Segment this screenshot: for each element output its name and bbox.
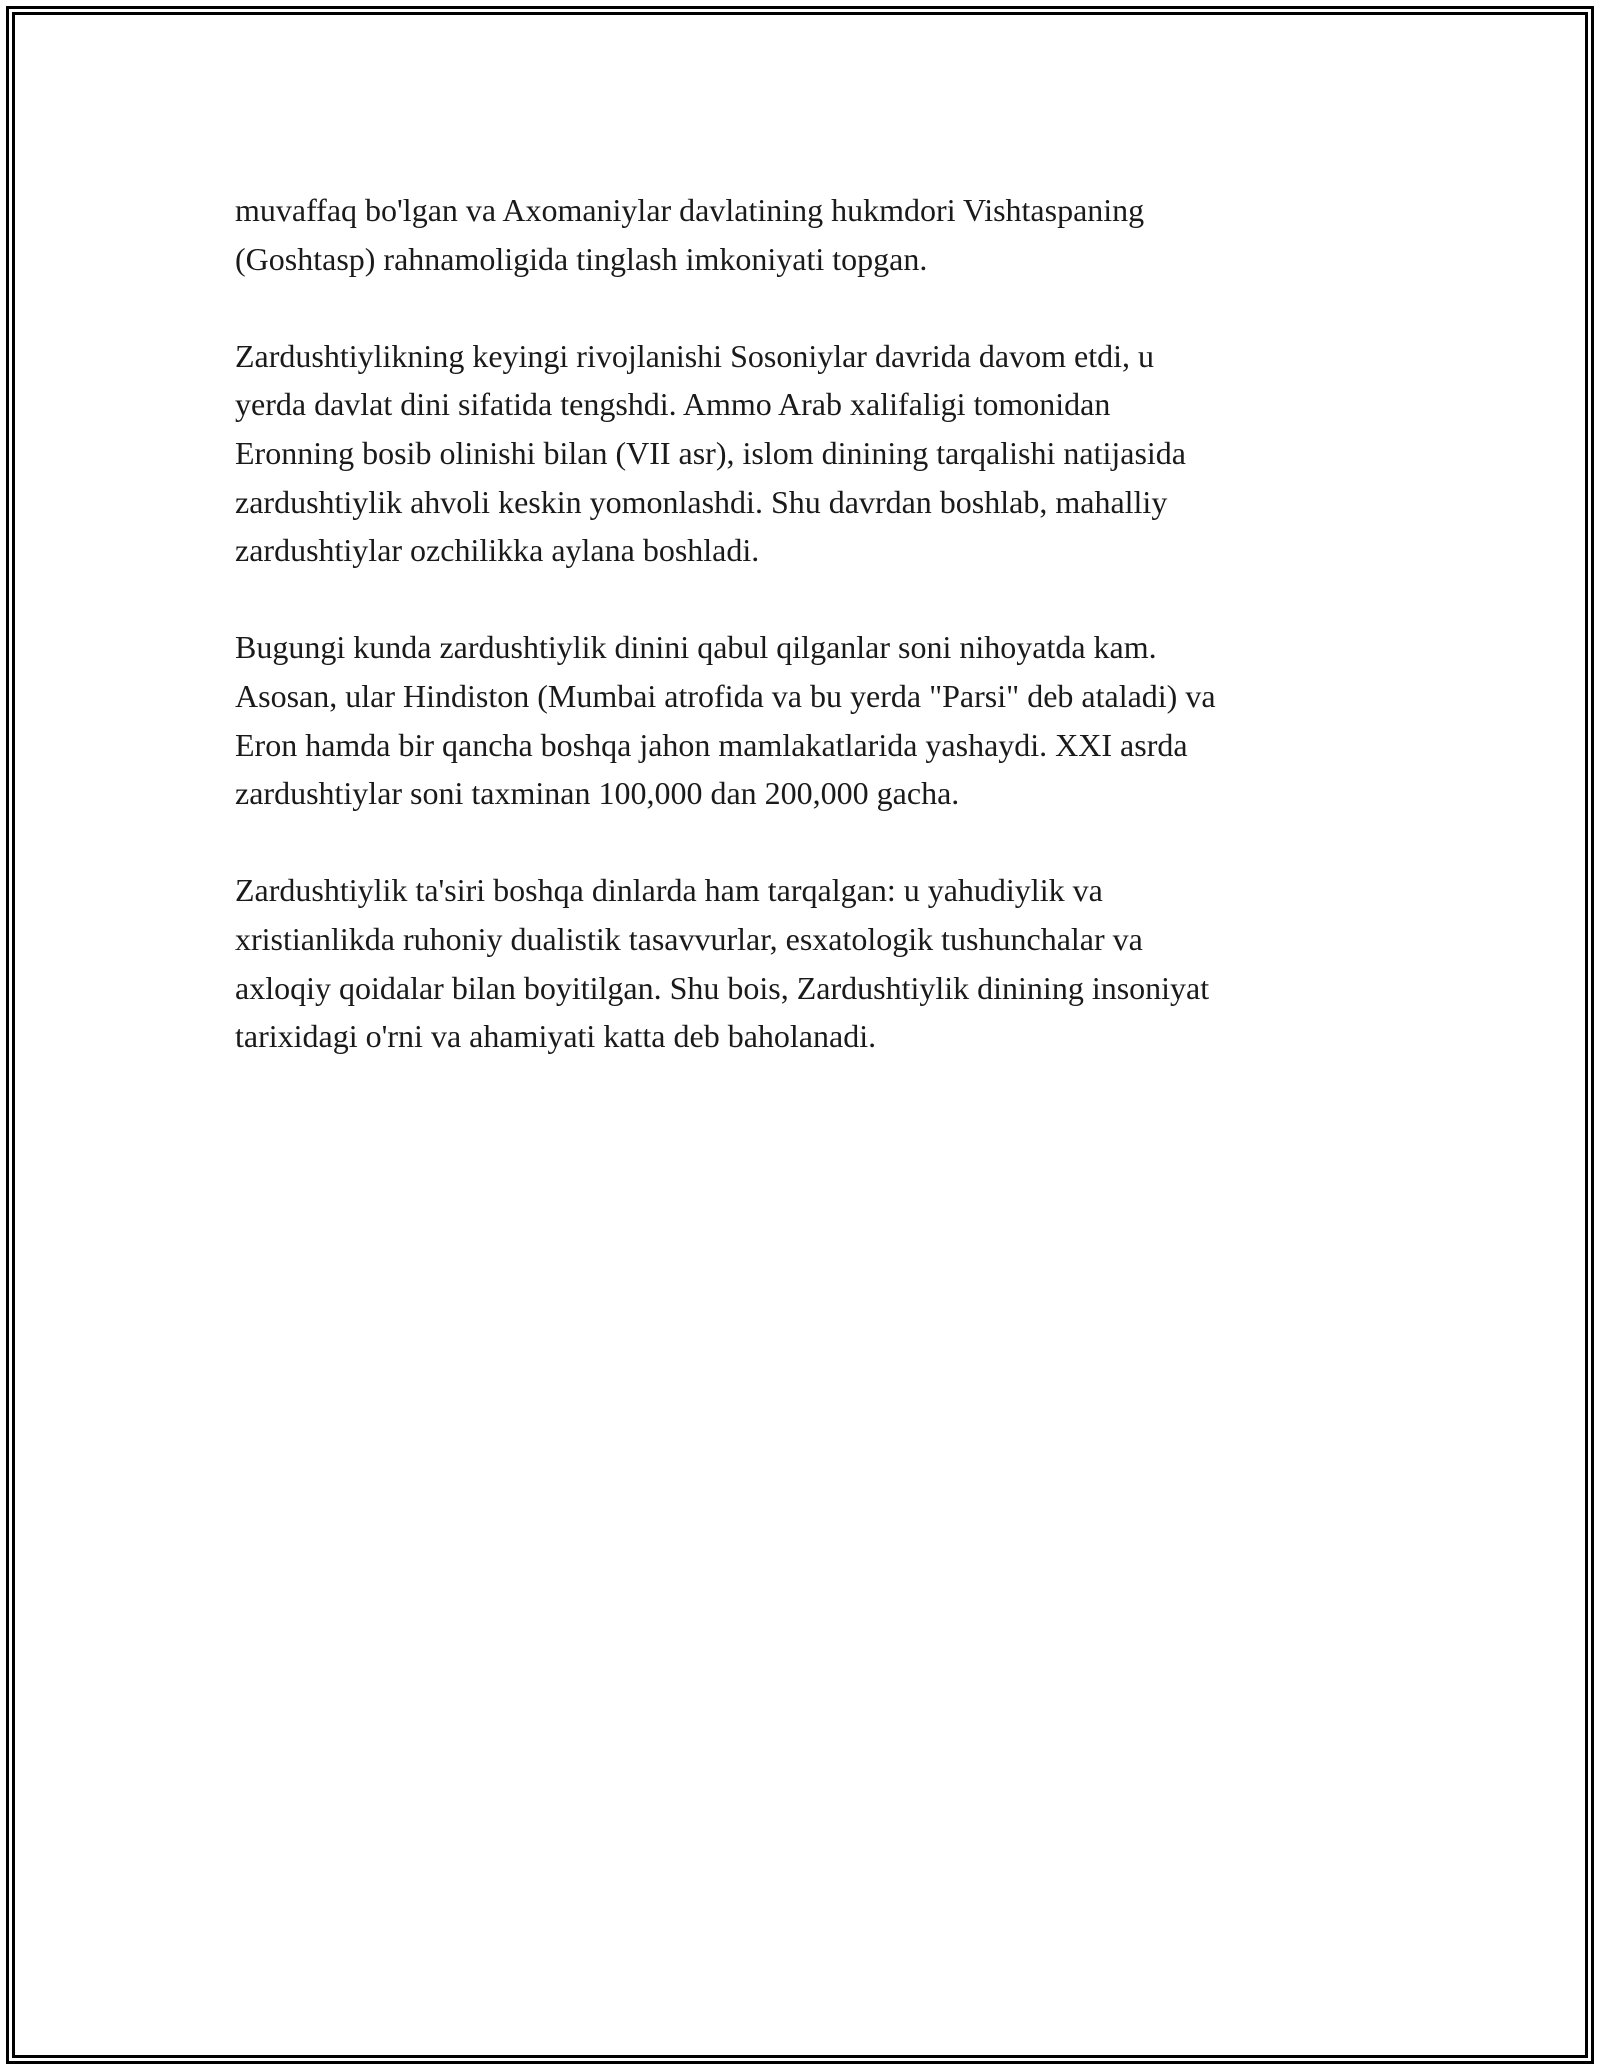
text-line: axloqiy qoidalar bilan boyitilgan. Shu bois, Zardushtiylik dinining insoniyat (235, 969, 1210, 1006)
paragraph-1 (235, 186, 1365, 283)
paragraph-4 (235, 866, 1365, 1060)
text-line: Zardushtiylik ta'siri boshqa dinlarda ham tarqalgan: u yahudiylik va (235, 872, 1103, 909)
text-line: Eron hamda bir qancha boshqa jahon mamlakatlarida yashaydi. XXI asrda (235, 726, 1188, 763)
text-line: tarixidagi o'rni va ahamiyati katta deb baholanadi. (235, 1018, 877, 1055)
text-line: Eronning bosib olinishi bilan (VII asr), islom dinining tarqalishi natijasida (235, 434, 1186, 471)
page-body (235, 186, 1365, 1109)
text-line: xristianlikda ruhoniy dualistik tasavvurlar, esxatologik tushunchalar va (235, 920, 1143, 957)
text-line: Bugungi kunda zardushtiylik dinini qabul qilganlar soni nihoyatda kam. (235, 629, 1157, 666)
text-line: Asosan, ular Hindiston (Mumbai atrofida va bu yerda "Parsi" deb ataladi) va (235, 677, 1216, 714)
paragraph-2 (235, 332, 1365, 575)
text-line: (Goshtasp) rahnamoligida tinglash imkoniyati topgan. (235, 240, 928, 277)
text-line: yerda davlat dini sifatida tengshdi. Ammo Arab xalifaligi tomonidan (235, 386, 1111, 423)
text-line: zardushtiylik ahvoli keskin yomonlashdi. Shu davrdan boshlab, mahalliy (235, 483, 1168, 520)
text-line: zardushtiylar soni taxminan 100,000 dan 200,000 gacha. (235, 775, 960, 812)
paragraph-3 (235, 623, 1365, 817)
text-line: zardushtiylar ozchilikka aylana boshladi. (235, 532, 760, 569)
text-line: muvaffaq bo'lgan va Axomaniylar davlatining hukmdori Vishtaspaning (235, 192, 1145, 228)
text-line: Zardushtiylikning keyingi rivojlanishi Sosoniylar davrida davom etdi, u (235, 337, 1154, 374)
